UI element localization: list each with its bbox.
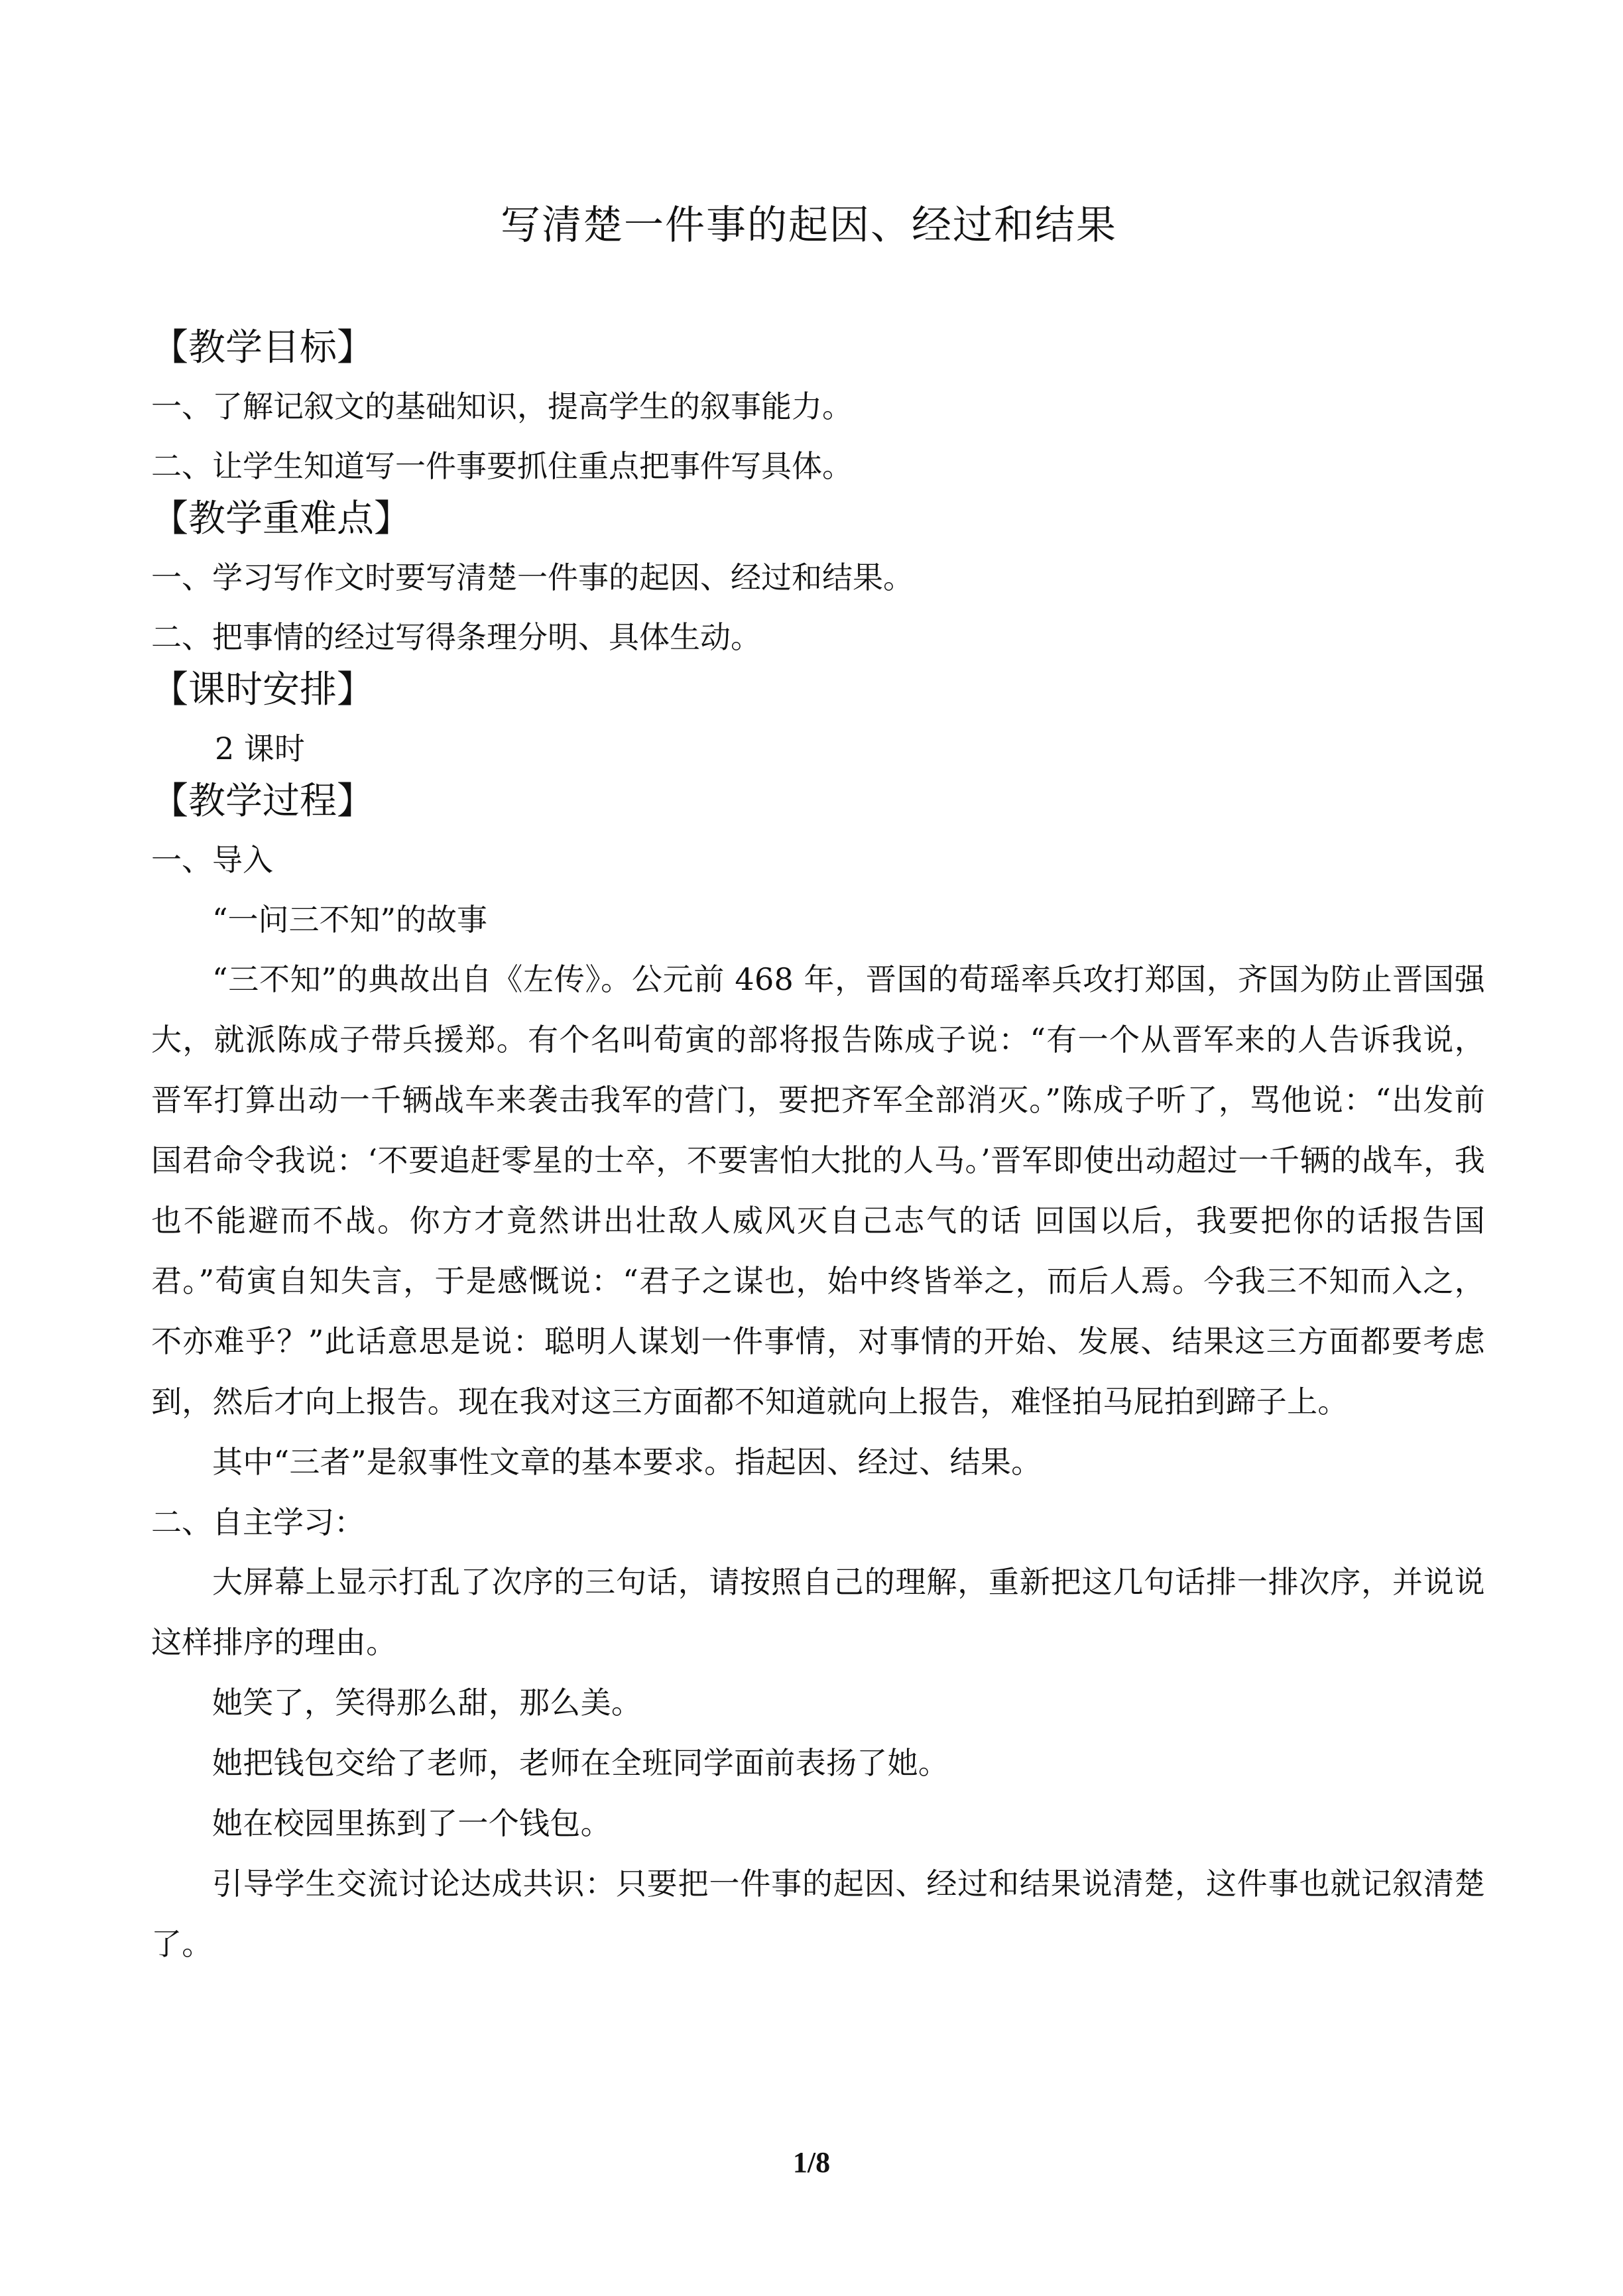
key-point-item: 二、把事情的经过写得条理分明、具体生动。 bbox=[151, 619, 761, 655]
section-heading-schedule: 【课时安排】 bbox=[151, 668, 374, 711]
section-heading-key-points: 【教学重难点】 bbox=[151, 497, 411, 540]
process-part-title: 二、自主学习： bbox=[151, 1504, 365, 1540]
document-body bbox=[151, 325, 1485, 1974]
objective-item: 二、让学生知道写一件事要抓住重点把事件写具体。 bbox=[151, 448, 853, 484]
story-note: 其中“三者”是叙事性文章的基本要求。指起因、经过、结果。 bbox=[212, 1444, 1042, 1480]
schedule-value: 2 课时 bbox=[215, 731, 305, 766]
ordered-sentence: 她笑了，笑得那么甜，那么美。 bbox=[212, 1685, 642, 1721]
document-title: 写清楚一件事的起因、经过和结果 bbox=[501, 202, 1117, 249]
section-heading-objectives: 【教学目标】 bbox=[151, 326, 374, 369]
part2-intro: 大屏幕上显示打乱了次序的三句话，请按照自己的理解，重新把这几句话排一排次序，并说说这样排序的理由。 bbox=[151, 1564, 1485, 1660]
ordered-sentence: 她把钱包交给了老师，老师在全班同学面前表扬了她。 bbox=[212, 1745, 949, 1781]
ordered-sentence: 她在校园里拣到了一个钱包。 bbox=[212, 1805, 611, 1841]
conclusion: 引导学生交流讨论达成共识：只要把一件事的起因、经过和结果说清楚，这件事也就记叙清楚了。 bbox=[151, 1866, 1485, 1962]
section-heading-process: 【教学过程】 bbox=[151, 780, 374, 823]
page-number: 1/8 bbox=[792, 2146, 831, 2179]
story-title: “一问三不知”的故事 bbox=[212, 902, 488, 937]
story-body: “三不知”的典故出自《左传》。公元前 468 年，晋国的荀瑶率兵攻打郑国，齐国为防止晋国强大，就派陈成子带兵援郑。有个名叫荀寅的部将报告陈成子说：“有一个从晋军来的人告诉我说，晋军打算出动一千辆战车来袭击我军的营门，要把齐军全部消灭。”陈成子听了，骂他说：“出发前国君命令我说：‘不要追赶零星的士卒，不要害怕大批的人马。’晋军即使出动超过一千辆的战车，我也不能避而不战。你方才竟然讲出壮敌人威风灭自己志气的话 回国以后，我要把你的话报告国君。”荀寅自知失言，于是感慨说：“君子之谋也，始中终皆举之，而后人焉。今我三不知而入之，不亦难乎？”此话意思是说：聪明人谋划一件事情，对事情的开始、发展、结果这三方面都要考虑到，然后才向上报告。现在我对这三方面都不知道就向上报告，难怪拍马屁拍到蹄子上。 bbox=[151, 961, 1485, 1420]
key-point-item: 一、学习写作文时要写清楚一件事的起因、经过和结果。 bbox=[151, 560, 914, 595]
objective-item: 一、了解记叙文的基础知识，提高学生的叙事能力。 bbox=[151, 389, 853, 424]
document-page bbox=[151, 0, 1485, 2296]
process-part-title: 一、导入 bbox=[151, 842, 273, 878]
